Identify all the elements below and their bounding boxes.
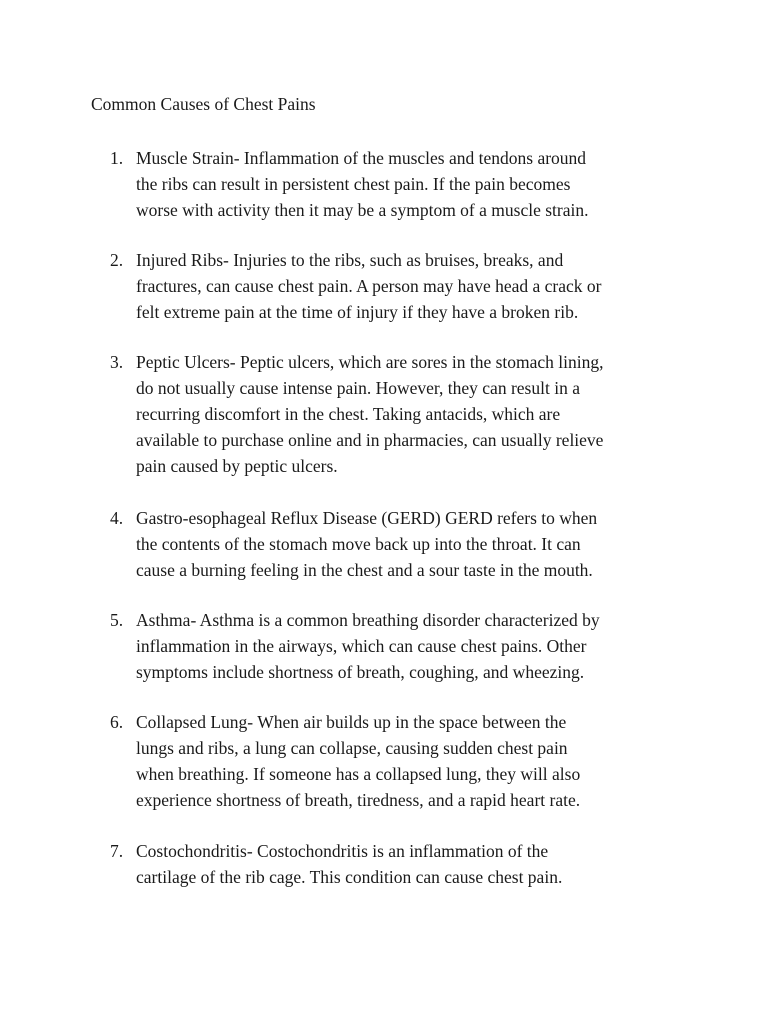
text-line: pain caused by peptic ulcers.	[136, 456, 338, 476]
list-item-text	[136, 505, 690, 583]
text-line: fractures, can cause chest pain. A person may have head a crack or	[136, 276, 602, 296]
list-item-text	[136, 607, 690, 685]
list-item-text	[136, 247, 690, 325]
list-item-text	[136, 145, 690, 223]
text-line: lungs and ribs, a lung can collapse, causing sudden chest pain	[136, 738, 568, 758]
list-item-text	[136, 349, 690, 479]
list-item	[110, 838, 690, 890]
text-line: Peptic Ulcers- Peptic ulcers, which are sores in the stomach lining,	[136, 352, 604, 372]
text-line: inflammation in the airways, which can cause chest pains. Other	[136, 636, 587, 656]
list-item	[110, 145, 690, 223]
list-item	[110, 349, 690, 479]
text-line: felt extreme pain at the time of injury if they have a broken rib.	[136, 302, 579, 322]
text-line: recurring discomfort in the chest. Taking antacids, which are	[136, 404, 561, 424]
document-title: Common Causes of Chest Pains	[91, 94, 316, 114]
text-line: cartilage of the rib cage. This condition can cause chest pain.	[136, 867, 563, 887]
list-item-number: 6.	[110, 712, 124, 732]
text-line: cause a burning feeling in the chest and a sour taste in the mouth.	[136, 560, 593, 580]
list-item-text	[136, 709, 690, 813]
text-line: worse with activity then it may be a symptom of a muscle strain.	[136, 200, 589, 220]
text-line: symptoms include shortness of breath, coughing, and wheezing.	[136, 662, 585, 682]
text-line: the contents of the stomach move back up into the throat. It can	[136, 534, 581, 554]
list-item-number: 4.	[110, 508, 124, 528]
text-line: Gastro-esophageal Reflux Disease (GERD) GERD refers to when	[136, 508, 598, 528]
text-line: the ribs can result in persistent chest pain. If the pain becomes	[136, 174, 571, 194]
list-item	[110, 505, 690, 583]
list-item-number: 5.	[110, 610, 124, 630]
list-item	[110, 607, 690, 685]
text-line: Muscle Strain- Inflammation of the muscles and tendons around	[136, 148, 587, 168]
text-line: experience shortness of breath, tiredness, and a rapid heart rate.	[136, 790, 581, 810]
text-line: Injured Ribs- Injuries to the ribs, such as bruises, breaks, and	[136, 250, 564, 270]
list-item-number: 3.	[110, 352, 124, 372]
text-line: do not usually cause intense pain. However, they can result in a	[136, 378, 580, 398]
text-line: Asthma- Asthma is a common breathing disorder characterized by	[136, 610, 600, 630]
list-item	[110, 709, 690, 813]
list-item	[110, 247, 690, 325]
text-line: available to purchase online and in pharmacies, can usually relieve	[136, 430, 604, 450]
text-line: Costochondritis- Costochondritis is an inflammation of the	[136, 841, 549, 861]
list-item-text	[136, 838, 690, 890]
text-line: when breathing. If someone has a collapsed lung, they will also	[136, 764, 581, 784]
list-item-number: 1.	[110, 148, 124, 168]
list-item-number: 2.	[110, 250, 124, 270]
text-line: Collapsed Lung- When air builds up in the space between the	[136, 712, 567, 732]
list-item-number: 7.	[110, 841, 124, 861]
